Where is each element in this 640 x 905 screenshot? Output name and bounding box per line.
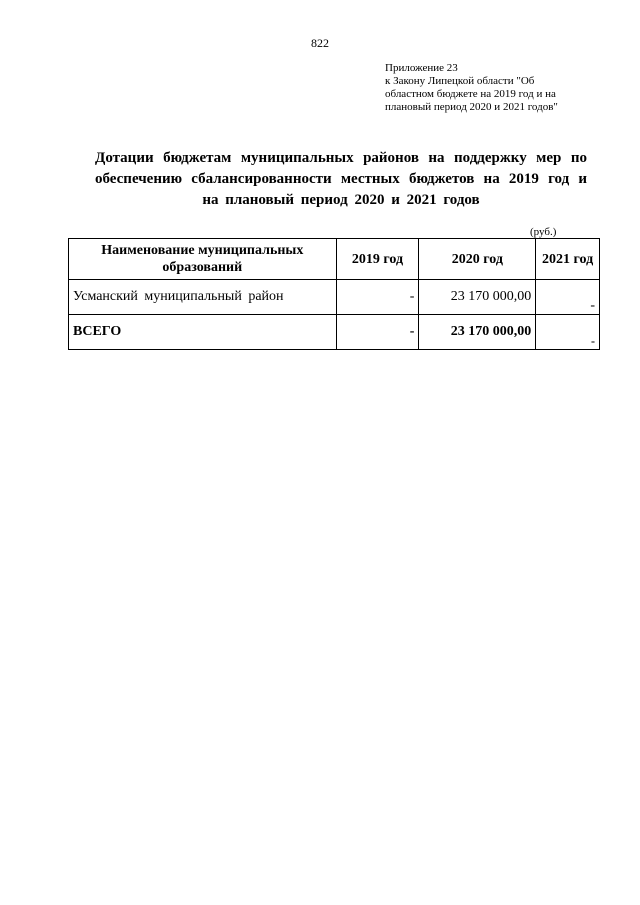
header-2019: 2019 год [336, 239, 419, 280]
appendix-line: к Закону Липецкой области "Об [385, 75, 535, 87]
currency-unit: (руб.) [530, 226, 557, 238]
header-municipality-line2: образований [162, 260, 243, 275]
value-2021: - [536, 280, 600, 315]
total-2019: - [336, 315, 419, 350]
total-label: ВСЕГО [69, 315, 337, 350]
total-2020: 23 170 000,00 [419, 315, 536, 350]
page-number: 822 [311, 36, 329, 50]
header-2020: 2020 год [419, 239, 536, 280]
total-row [69, 315, 600, 350]
table-row [69, 280, 600, 315]
header-municipality-line1: Наименование муниципальных [101, 243, 304, 258]
municipality-name: Усманский муниципальный район [69, 280, 337, 315]
title-line: Дотации бюджетам муниципальных районов на поддержку мер по [95, 150, 587, 166]
title-line: на плановый период 2020 и 2021 годов [202, 192, 480, 208]
subsidy-table [68, 238, 600, 350]
appendix-line: областном бюджете на 2019 год и на [385, 88, 556, 100]
table-header-row [69, 239, 600, 280]
total-2021: - [536, 315, 600, 350]
appendix-line: Приложение 23 [385, 62, 458, 74]
value-2019: - [336, 280, 419, 315]
value-2020: 23 170 000,00 [419, 280, 536, 315]
header-2021: 2021 год [536, 239, 600, 280]
title-line: обеспечению сбалансированности местных бюджетов на 2019 год и [95, 171, 587, 187]
document-title [95, 148, 587, 211]
header-municipality [69, 239, 337, 280]
appendix-note [385, 62, 605, 114]
appendix-line: плановый период 2020 и 2021 годов" [385, 101, 558, 113]
